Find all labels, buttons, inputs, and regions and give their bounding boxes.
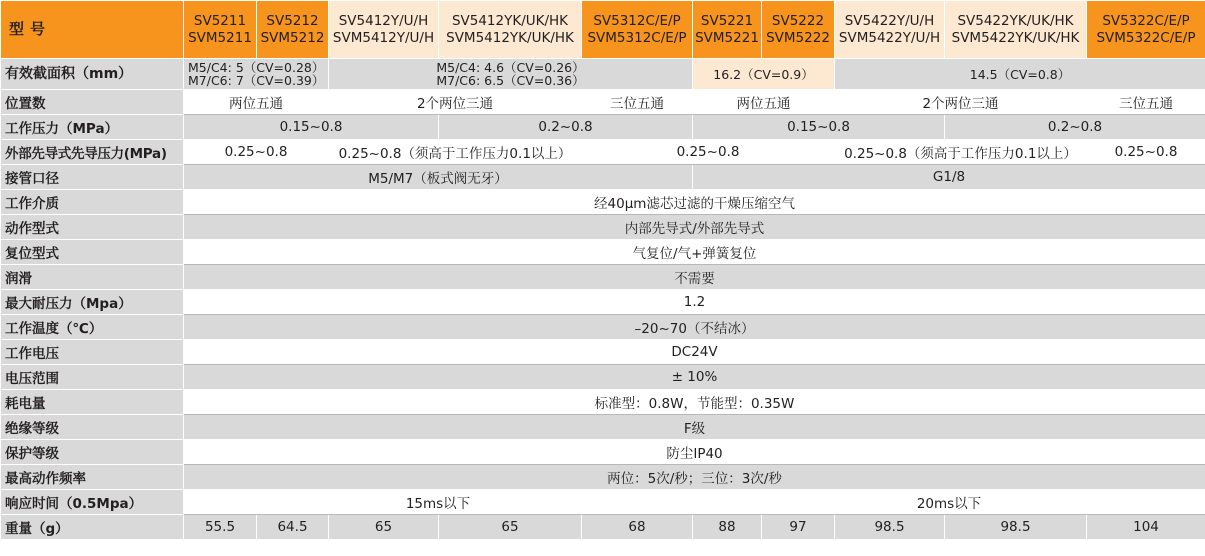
- weight-cell: 65: [329, 515, 439, 540]
- model-cell: SV5322C/E/P SVM5322C/E/P: [1087, 1, 1205, 59]
- model-cell: SV5412YK/UK/HK SVM5412YK/UK/HK: [439, 1, 582, 59]
- value-cell: 16.2（CV=0.9）: [693, 59, 835, 90]
- row-label: 有效截面积（mm）: [1, 59, 184, 90]
- row-response: [1, 490, 1205, 515]
- row-maxpress: [1, 290, 1205, 315]
- row-weight: [1, 515, 1205, 540]
- row-voltage: [1, 340, 1205, 365]
- value-cell: 0.15~0.8: [693, 115, 945, 140]
- value-cell: 0.2~0.8: [945, 115, 1205, 140]
- weight-cell: 88: [693, 515, 762, 540]
- row-label: 工作压力（MPa）: [1, 115, 184, 140]
- row-label: 保护等级: [1, 440, 184, 465]
- row-label: 工作温度（℃）: [1, 315, 184, 340]
- model-cell: SV5221 SVM5221: [693, 1, 762, 59]
- value-cell: 三位五通: [582, 90, 693, 115]
- weight-cell: 55.5: [184, 515, 257, 540]
- row-protection: [1, 440, 1205, 465]
- weight-cell: 68: [582, 515, 693, 540]
- row-power: [1, 390, 1205, 415]
- model-cell: SV5422Y/U/H SVM5422Y/U/H: [835, 1, 945, 59]
- value-cell: G1/8: [693, 165, 1205, 190]
- row-pilot: [1, 140, 1205, 165]
- value-cell: 15ms以下: [184, 490, 693, 515]
- row-freq: [1, 465, 1205, 490]
- row-label: 最大耐压力（Mpa）: [1, 290, 184, 315]
- value-cell: M5/M7（板式阀无牙）: [184, 165, 693, 190]
- row-label: 位置数: [1, 90, 184, 115]
- row-medium: [1, 190, 1205, 215]
- model-cell: SV5422YK/UK/HK SVM5422YK/UK/HK: [945, 1, 1087, 59]
- value-cell: F级: [184, 415, 1205, 440]
- value-cell: 14.5（CV=0.8）: [835, 59, 1205, 90]
- value-cell: 0.2~0.8: [439, 115, 693, 140]
- value-cell: 0.25~0.8: [184, 140, 329, 165]
- row-label: 动作型式: [1, 215, 184, 240]
- row-label: 绝缘等级: [1, 415, 184, 440]
- row-label: 润滑: [1, 265, 184, 290]
- row-port: [1, 165, 1205, 190]
- row-temp: [1, 315, 1205, 340]
- value-cell: 0.25~0.8（须高于工作压力0.1以上）: [329, 140, 582, 165]
- weight-cell: 98.5: [835, 515, 945, 540]
- model-header-label: 型号: [1, 1, 184, 59]
- value-cell: 0.25~0.8: [1087, 140, 1205, 165]
- value-cell: 0.25~0.8（须高于工作压力0.1以上）: [835, 140, 1087, 165]
- row-label: 外部先导式先导压力(MPa): [1, 140, 184, 165]
- model-cell: SV5312C/E/P SVM5312C/E/P: [582, 1, 693, 59]
- row-label: 响应时间（0.5Mpa）: [1, 490, 184, 515]
- row-insulation: [1, 415, 1205, 440]
- model-cell: SV5211 SVM5211: [184, 1, 257, 59]
- row-label: 工作介质: [1, 190, 184, 215]
- row-positions: [1, 90, 1205, 115]
- row-reset: [1, 240, 1205, 265]
- value-cell: 防尘IP40: [184, 440, 1205, 465]
- header-row: [1, 1, 1205, 59]
- row-label: 工作电压: [1, 340, 184, 365]
- row-lube: [1, 265, 1205, 290]
- value-cell: 20ms以下: [693, 490, 1205, 515]
- row-label: 耗电量: [1, 390, 184, 415]
- weight-cell: 97: [762, 515, 835, 540]
- value-cell: 2个两位三通: [329, 90, 582, 115]
- row-label: 最高动作频率: [1, 465, 184, 490]
- row-label: 重量（g）: [1, 515, 184, 540]
- value-cell: 内部先导式/外部先导式: [184, 215, 1205, 240]
- weight-cell: 64.5: [257, 515, 329, 540]
- value-cell: 2个两位三通: [835, 90, 1087, 115]
- value-cell: DC24V: [184, 340, 1205, 365]
- value-cell: 三位五通: [1087, 90, 1205, 115]
- value-cell: –20~70（不结冰）: [184, 315, 1205, 340]
- value-cell: 不需要: [184, 265, 1205, 290]
- value-cell: M5/C4: 5（CV=0.28） M7/C6: 7（CV=0.39）: [184, 59, 329, 90]
- value-cell: 经40μm滤芯过滤的干燥压缩空气: [184, 190, 1205, 215]
- row-label: 复位型式: [1, 240, 184, 265]
- weight-cell: 65: [439, 515, 582, 540]
- row-vrange: [1, 365, 1205, 390]
- value-cell: 气复位/气+弹簧复位: [184, 240, 1205, 265]
- value-cell: 0.25~0.8: [582, 140, 835, 165]
- value-cell: 两位：5次/秒；三位：3次/秒: [184, 465, 1205, 490]
- model-cell: SV5412Y/U/H SVM5412Y/U/H: [329, 1, 439, 59]
- weight-cell: 104: [1087, 515, 1205, 540]
- row-action: [1, 215, 1205, 240]
- value-cell: ± 10%: [184, 365, 1205, 390]
- value-cell: 0.15~0.8: [184, 115, 439, 140]
- row-area: [1, 59, 1205, 90]
- weight-cell: 98.5: [945, 515, 1087, 540]
- value-cell: 两位五通: [693, 90, 835, 115]
- row-label: 接管口径: [1, 165, 184, 190]
- value-cell: M5/C4: 4.6（CV=0.26） M7/C6: 6.5（CV=0.36）: [329, 59, 693, 90]
- model-cell: SV5212 SVM5212: [257, 1, 329, 59]
- model-cell: SV5222 SVM5222: [762, 1, 835, 59]
- value-cell: 标准型：0.8W，节能型：0.35W: [184, 390, 1205, 415]
- value-cell: 1.2: [184, 290, 1205, 315]
- value-cell: 两位五通: [184, 90, 329, 115]
- row-pressure: [1, 115, 1205, 140]
- row-label: 电压范围: [1, 365, 184, 390]
